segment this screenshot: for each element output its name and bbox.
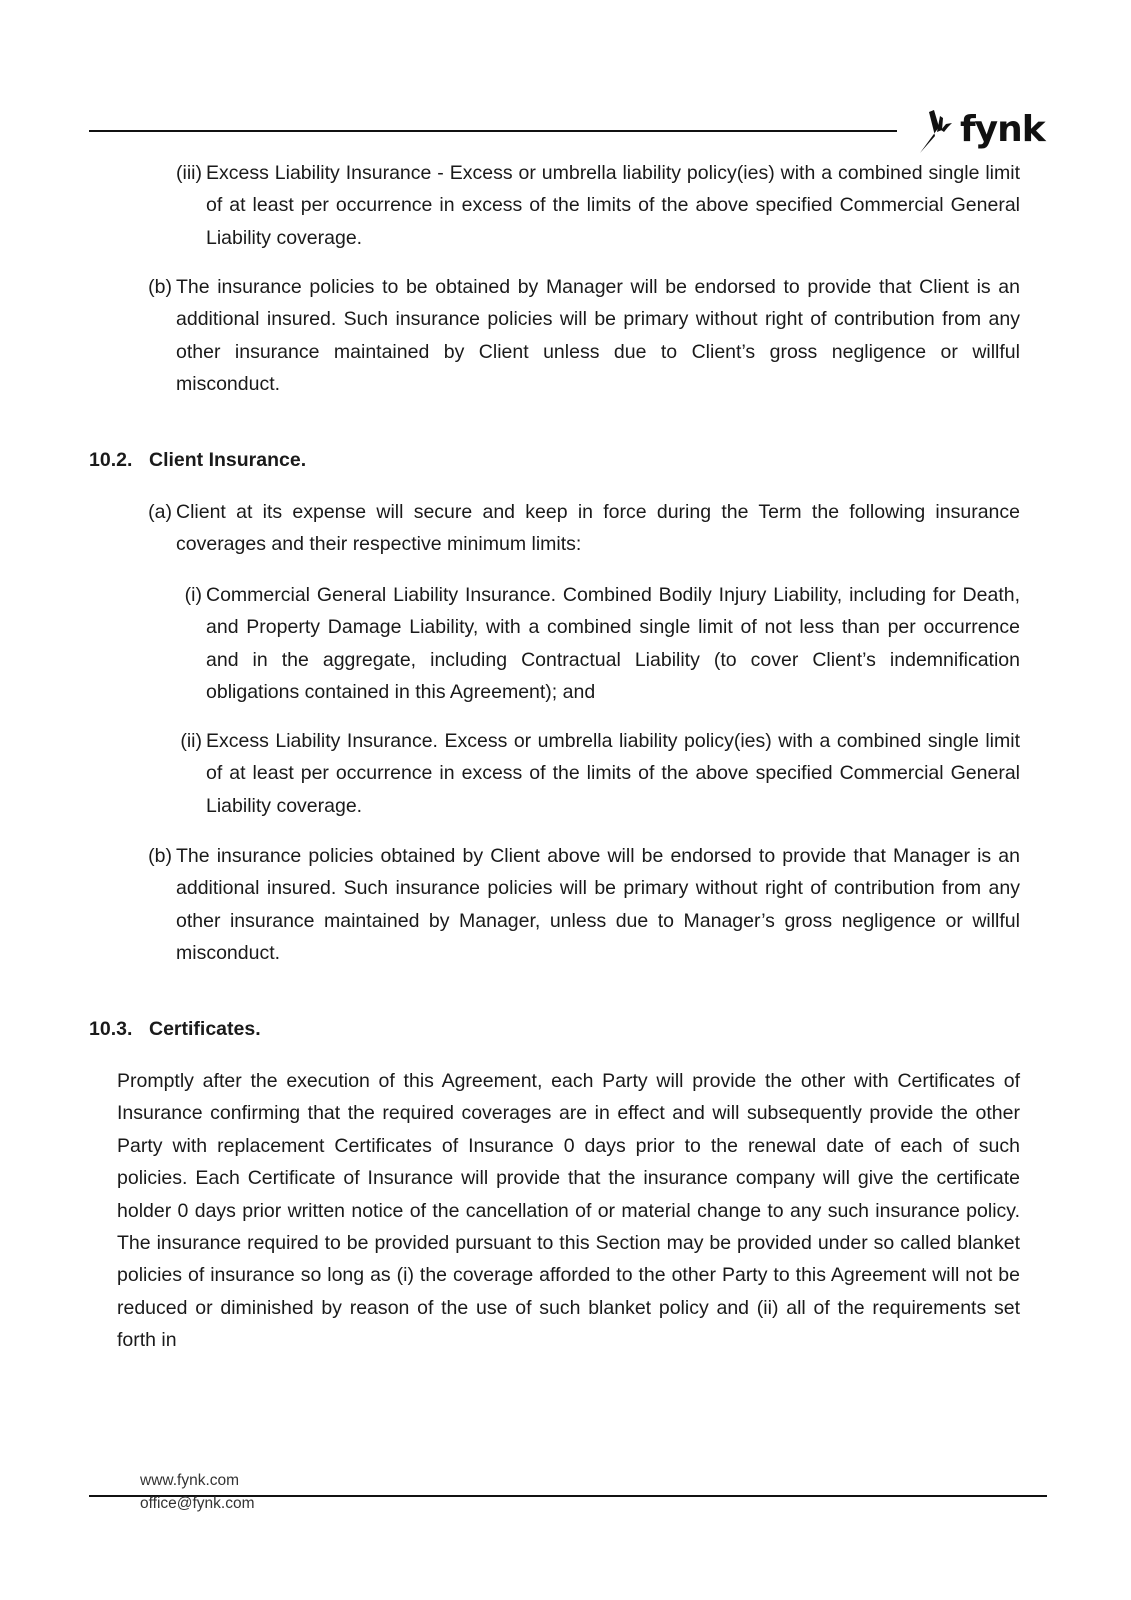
brand-logo <box>918 106 1045 154</box>
section-heading-10-3 <box>89 1013 261 1045</box>
footer-email: office@fynk.com <box>140 1495 255 1512</box>
list-item-text: The insurance policies to be obtained by Manager will be endorsed to provide that Client is an additional insured. Such insurance policies will be primary without right of contribution from any other insurance maintained by Client unless due to Client’s gross negligence or willful misconduct. <box>176 276 1020 396</box>
fynk-bird-logo-icon <box>918 106 954 154</box>
list-marker: (b) <box>148 276 172 298</box>
section-number: 10.3. <box>89 1018 133 1040</box>
section-heading-10-2 <box>89 444 306 476</box>
list-item-text: Excess Liability Insurance. Excess or umbrella liability policy(ies) with a combined single limit of at least per occurrence in excess of the limits of the above specified Commercial General Liability coverage. <box>206 730 1020 817</box>
list-item-text: The insurance policies obtained by Client above will be endorsed to provide that Manager is an additional insured. Such insurance policies will be primary without right of contribution from any other insurance maintained by Manager, unless due to Manager’s gross negligence or willful misconduct. <box>176 845 1020 965</box>
header-divider <box>89 130 897 132</box>
section-number: 10.2. <box>89 449 133 471</box>
list-item-ii <box>180 725 1020 822</box>
list-marker: (a) <box>148 501 172 523</box>
list-item-text: Excess Liability Insurance - Excess or umbrella liability policy(ies) with a combined single limit of at least per occurrence in excess of the limits of the above specified Commercial General Liability coverage. <box>206 162 1020 249</box>
list-item-a-iii <box>176 157 1020 254</box>
list-item-text: Client at its expense will secure and keep in force during the Term the following insurance coverages and their respective minimum limits: <box>176 501 1020 556</box>
list-item-b-manager <box>148 271 1020 401</box>
list-marker: (iii) <box>176 162 202 184</box>
list-item-b-client <box>148 840 1020 970</box>
list-item-a-client <box>148 496 1020 561</box>
list-item-i <box>184 579 1020 709</box>
certificates-paragraph: Promptly after the execution of this Agreement, each Party will provide the other with Certificates of Insurance confirming that the required coverages are in effect and will subsequently provide the other Party with replacement Certificates of Insurance 0 days prior to the renewal date of each of such policies. Each Certificate of Insurance will provide that the insurance company will give the certificate holder 0 days prior written notice of the cancellation of or material change to any such insurance policy. The insurance required to be provided pursuant to this Section may be provided under so called blanket policies of insurance so long as (i) the coverage afforded to the other Party to this Agreement will not be reduced or diminished by reason of the use of such blanket policy and (ii) all of the requirements set forth in <box>117 1070 1020 1352</box>
list-marker: (i) <box>184 584 202 606</box>
section-title: Client Insurance. <box>149 449 307 471</box>
list-marker: (b) <box>148 845 172 867</box>
section-title: Certificates. <box>149 1018 261 1040</box>
footer-website: www.fynk.com <box>140 1472 240 1489</box>
list-marker: (ii) <box>180 730 202 752</box>
brand-name: fynk <box>960 109 1045 150</box>
list-item-text: Commercial General Liability Insurance. Combined Bodily Injury Liability, including for Death, and Property Damage Liability, with a combined single limit of not less than per occurrence and in the aggregate, including Contractual Liability (to cover Client’s indemnification obligations contained in this Agreement); and <box>206 584 1020 704</box>
